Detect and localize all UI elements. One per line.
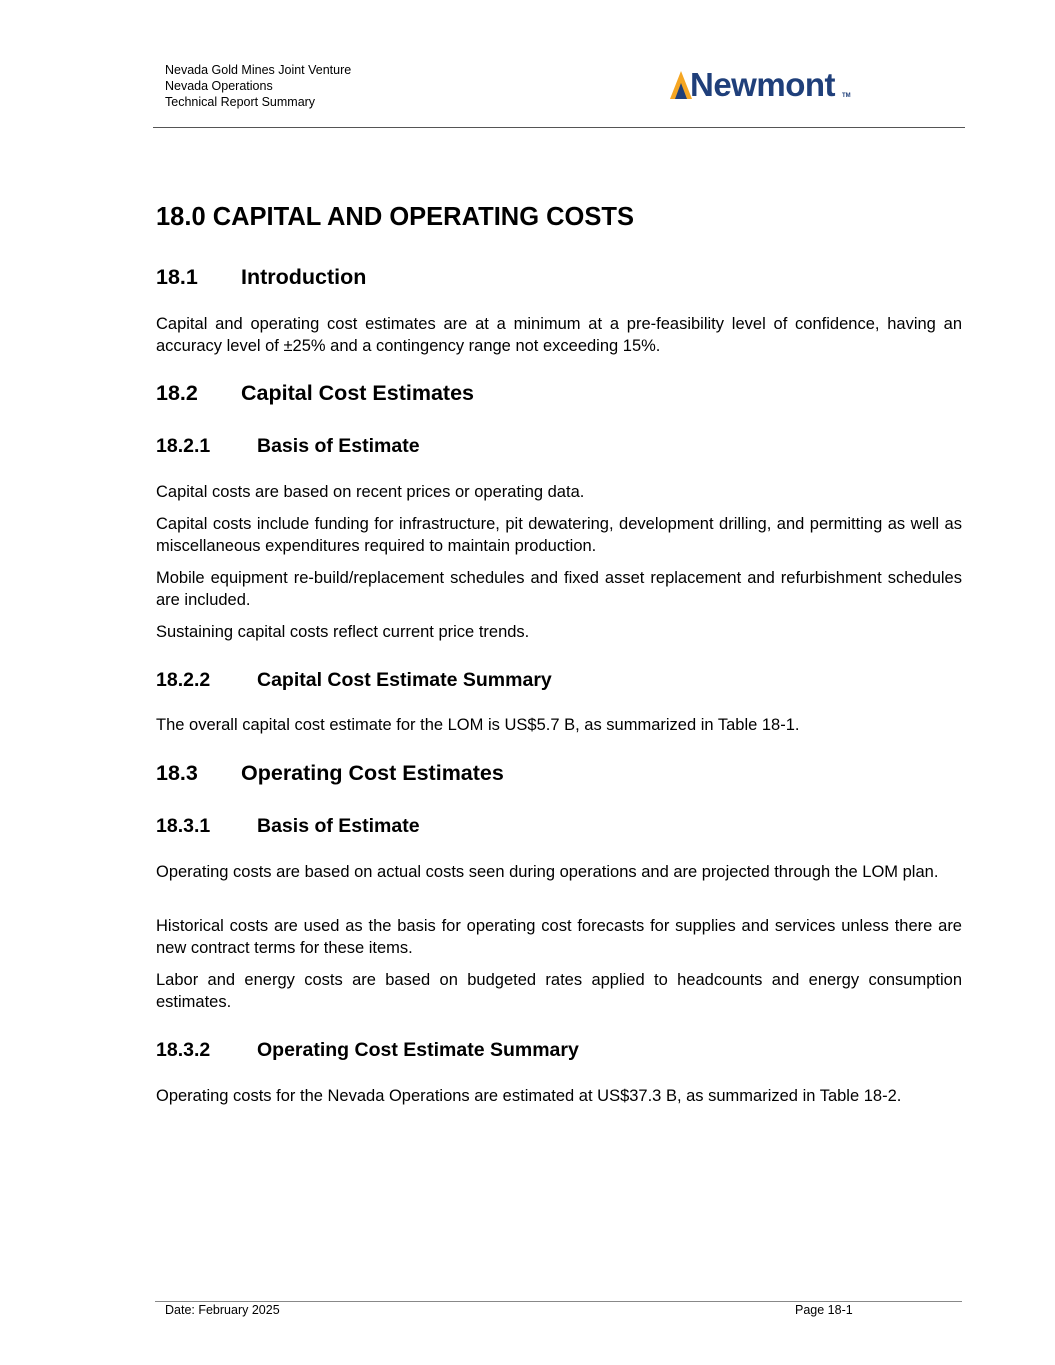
header-divider: [153, 127, 965, 128]
page-number: Page 18-1: [795, 1303, 853, 1317]
section-title: Capital Cost Estimates: [241, 381, 474, 405]
page-title: 18.0 CAPITAL AND OPERATING COSTS: [156, 203, 634, 231]
paragraph: Labor and energy costs are based on budgeted rates applied to headcounts and energy consumption estimates.: [156, 971, 962, 1011]
heading-operating-cost-estimates: [156, 761, 504, 786]
paragraph: Operating costs for the Nevada Operations are estimated at US$37.3 B, as summarized in Table 18-2.: [156, 1087, 902, 1105]
section-title: Introduction: [241, 265, 367, 289]
paragraph: Capital and operating cost estimates are at a minimum at a pre-feasibility level of confidence, having an accuracy level of ±25% and a contingency range not exceeding 15%.: [156, 315, 962, 355]
paragraph: The overall capital cost estimate for the LOM is US$5.7 B, as summarized in Table 18-1.: [156, 716, 800, 734]
header-line-report: Technical Report Summary: [165, 95, 316, 109]
section-title: Basis of Estimate: [257, 815, 420, 837]
heading-capital-cost-estimates: [156, 381, 474, 406]
section-title: Operating Cost Estimates: [241, 761, 504, 785]
section-title: Operating Cost Estimate Summary: [257, 1039, 579, 1061]
section-number: 18.2.2: [156, 669, 211, 691]
paragraph: Operating costs are based on actual costs seen during operations and are projected through the LOM plan.: [156, 863, 939, 881]
section-number: 18.1: [156, 265, 198, 289]
section-number: 18.2.1: [156, 435, 211, 457]
paragraph: Capital costs are based on recent prices or operating data.: [156, 483, 585, 501]
logo-wordmark: Newmont: [690, 66, 835, 103]
section-number: 18.2: [156, 381, 198, 405]
paragraph: Sustaining capital costs reflect current price trends.: [156, 623, 530, 641]
footer-date: Date: February 2025: [165, 1303, 280, 1317]
section-number: 18.3: [156, 761, 198, 785]
heading-introduction: [156, 265, 366, 290]
footer-divider: [155, 1301, 962, 1302]
paragraph: Historical costs are used as the basis for operating cost forecasts for supplies and services unless there are new contract terms for these items.: [156, 917, 962, 957]
heading-capital-basis-of-estimate: [156, 435, 420, 458]
heading-capital-cost-summary: [156, 669, 552, 692]
header-line-operations: Nevada Operations: [165, 79, 273, 93]
section-title: Basis of Estimate: [257, 435, 420, 457]
paragraph: Mobile equipment re-build/replacement schedules and fixed asset replacement and refurbishment schedules are included.: [156, 569, 962, 609]
heading-operating-basis-of-estimate: [156, 815, 420, 838]
heading-operating-cost-summary: [156, 1039, 579, 1062]
paragraph: Capital costs include funding for infrastructure, pit dewatering, development drilling, and permitting as well as miscellaneous expenditures required to maintain production.: [156, 515, 962, 555]
newmont-logo-icon: [670, 71, 692, 99]
logo-trademark: TM: [842, 93, 851, 99]
section-title: Capital Cost Estimate Summary: [257, 669, 552, 691]
report-header: [165, 62, 351, 110]
header-line-company: Nevada Gold Mines Joint Venture: [165, 63, 352, 77]
section-number: 18.3.1: [156, 815, 211, 837]
newmont-logo: [670, 68, 860, 104]
section-number: 18.3.2: [156, 1039, 211, 1061]
